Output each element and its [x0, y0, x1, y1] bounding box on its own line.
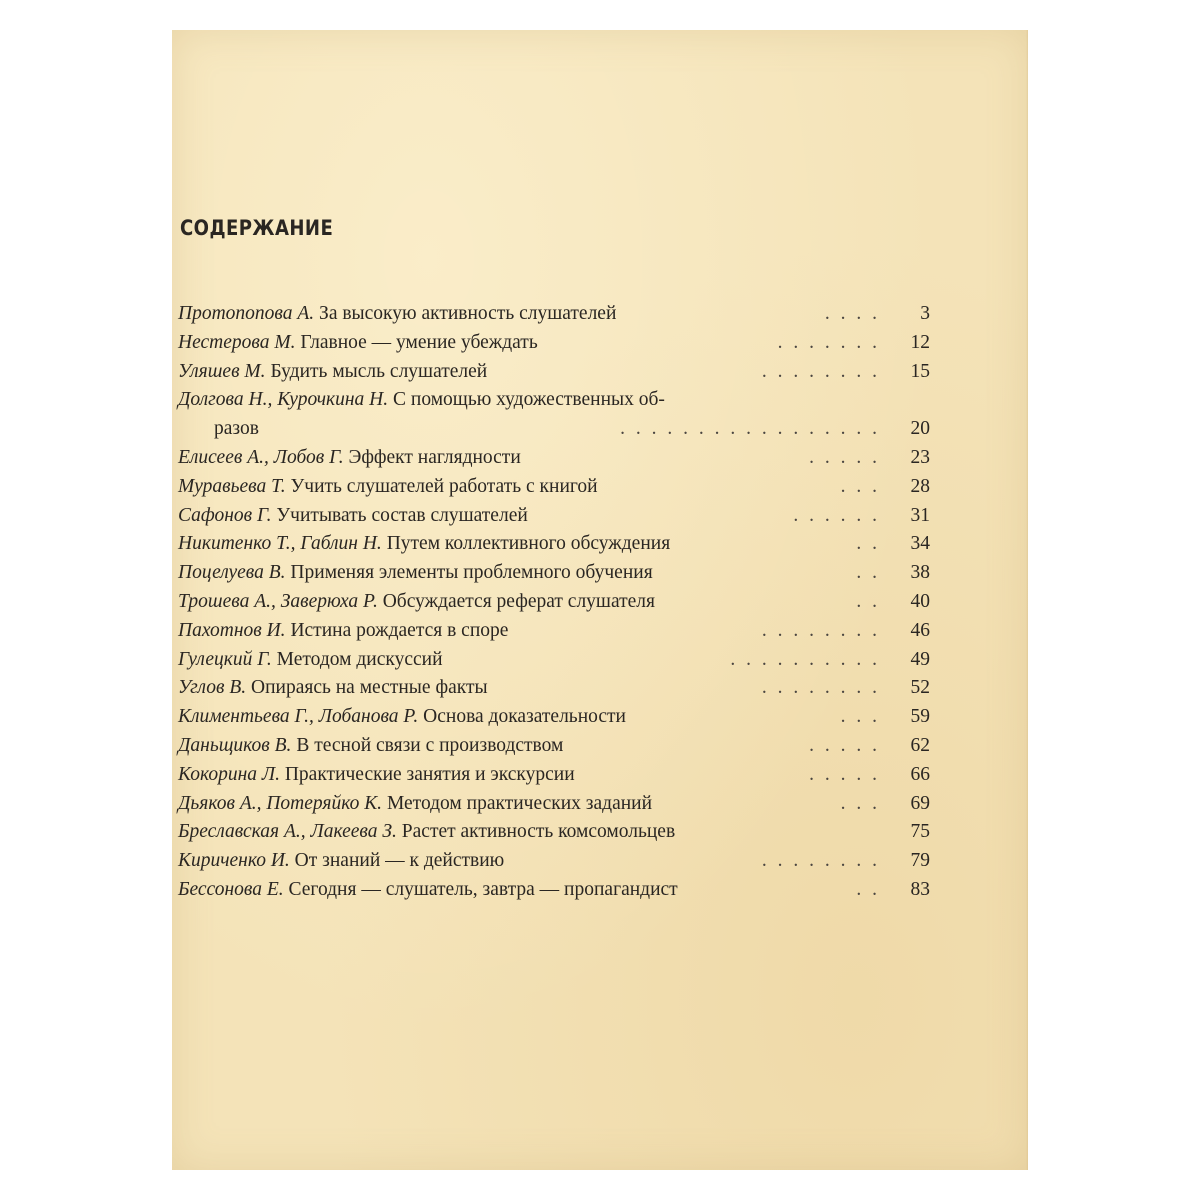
toc-entry — [178, 761, 930, 790]
toc-entry — [178, 386, 930, 415]
toc-author: Климентьева Г., Лобанова Р. — [178, 706, 419, 728]
toc-entry — [178, 790, 930, 819]
toc-entry — [178, 300, 930, 329]
toc-author: Сафонов Г. — [178, 504, 272, 526]
toc-title: Эффект наглядности — [348, 446, 521, 468]
toc-leader-dots: . . . — [840, 792, 880, 814]
toc-entry — [178, 646, 930, 675]
toc-title: Сегодня — слушатель, завтра — пропагандист — [288, 878, 678, 900]
toc-entry — [178, 329, 930, 358]
toc-page-number: 75 — [910, 821, 930, 843]
toc-entry — [178, 473, 930, 502]
toc-leader-dots: . . . . . — [809, 446, 880, 468]
toc-title: Путем коллективного обсуждения — [386, 533, 671, 555]
toc-title: Практические занятия и экскурсии — [284, 763, 575, 785]
toc-title: Учить слушателей работать с книгой — [290, 475, 598, 497]
toc-page-number: 66 — [910, 763, 930, 785]
toc-leader-dots: . . . . . . . . . . . . . . . . . — [620, 418, 880, 440]
toc-leader-dots: . . . . . . . . — [761, 360, 880, 382]
toc-page-number: 59 — [910, 706, 930, 728]
toc-leader-dots: . . . — [840, 475, 880, 497]
toc-title: Истина рождается в споре — [290, 619, 509, 641]
toc-author: Муравьева Т. — [178, 475, 286, 497]
toc-author: Уляшев М. — [178, 360, 266, 382]
toc-page-number: 20 — [910, 418, 930, 440]
toc-page-number: 34 — [910, 533, 930, 555]
toc-title: Методом дискуссий — [276, 648, 443, 670]
toc-author: Даньщиков В. — [178, 734, 292, 756]
toc-author: Углов В. — [178, 677, 247, 699]
toc-title: Опираясь на местные факты — [251, 677, 488, 699]
toc-leader-dots: . . . . — [824, 303, 880, 324]
toc-author: Нестерова М. — [178, 331, 296, 353]
toc-leader-dots: . . — [856, 562, 880, 584]
toc-page-number: 49 — [910, 648, 930, 670]
toc-page-number: 12 — [910, 331, 930, 353]
toc-page-number: 38 — [910, 562, 930, 584]
toc-title: Основа доказательности — [423, 706, 626, 728]
toc-author: Дьяков А., Потеряйко К. — [178, 792, 383, 814]
toc-author: Поцелуева В. — [178, 562, 286, 584]
table-of-contents — [178, 300, 930, 905]
toc-page-number: 79 — [910, 850, 930, 872]
toc-page-number: 28 — [910, 475, 930, 497]
toc-leader-dots: . . . . . . . . — [761, 677, 880, 699]
toc-entry — [178, 588, 930, 617]
toc-leader-dots: . . — [856, 533, 880, 555]
toc-author: Бреславская А., Лакеева З. — [178, 821, 397, 843]
toc-page-number: 31 — [910, 504, 930, 526]
toc-entry — [178, 530, 930, 559]
toc-entry — [178, 703, 930, 732]
toc-page-number: 69 — [910, 792, 930, 814]
toc-title: Будить мысль слушателей — [270, 360, 488, 382]
toc-entry-continuation — [178, 415, 930, 444]
page-edge-shadow — [1026, 30, 1028, 1170]
toc-page-number: 15 — [910, 360, 930, 382]
toc-author: Протопопова А. — [178, 303, 315, 324]
toc-leader-dots: . . — [856, 878, 880, 900]
toc-author: Трошева А., Заверюха Р. — [178, 590, 378, 612]
toc-leader-dots: . . — [856, 590, 880, 612]
toc-entry — [178, 876, 930, 905]
toc-author: Гулецкий Г. — [178, 648, 272, 670]
toc-page-number: 23 — [910, 446, 930, 468]
toc-entry — [178, 818, 930, 847]
toc-entry — [178, 444, 930, 473]
toc-leader-dots: . . . . . . . — [777, 331, 880, 353]
toc-page-number: 83 — [910, 878, 930, 900]
toc-entry — [178, 847, 930, 876]
toc-entry — [178, 559, 930, 588]
toc-title: Методом практических заданий — [386, 792, 653, 814]
toc-title: С помощью художественных об- — [393, 389, 665, 411]
toc-title: Применяя элементы проблемного обучения — [290, 562, 653, 584]
toc-title: От знаний — к действию — [294, 850, 505, 872]
toc-page-number: 3 — [920, 303, 930, 324]
contents-heading: СОДЕРЖАНИЕ — [180, 216, 334, 240]
toc-page-number: 52 — [910, 677, 930, 699]
toc-author: Кириченко И. — [178, 850, 290, 872]
toc-title: За высокую активность слушателей — [319, 303, 617, 324]
toc-leader-dots: . . . . . . . . . . — [730, 648, 880, 670]
toc-entry — [178, 617, 930, 646]
toc-title: Главное — умение убеждать — [300, 331, 538, 353]
toc-page-number: 62 — [910, 734, 930, 756]
toc-author: Долгова Н., Курочкина Н. — [178, 389, 389, 411]
toc-leader-dots: . . . . . . . . — [761, 850, 880, 872]
toc-entry — [178, 358, 930, 387]
book-page — [172, 30, 1028, 1170]
toc-leader-dots: . . . . . — [809, 734, 880, 756]
toc-entry — [178, 674, 930, 703]
toc-title: В тесной связи с производством — [296, 734, 564, 756]
toc-author: Пахотнов И. — [178, 619, 286, 641]
toc-entry — [178, 732, 930, 761]
toc-author: Никитенко Т., Габлин Н. — [178, 533, 382, 555]
toc-leader-dots: . . . . . . . . — [761, 619, 880, 641]
toc-page-number: 40 — [910, 590, 930, 612]
toc-title: Растет активность комсомольцев — [401, 821, 676, 843]
toc-author: Бессонова Е. — [178, 878, 284, 900]
toc-title: Учитывать состав слушателей — [276, 504, 528, 526]
toc-author: Елисеев А., Лобов Г. — [178, 446, 344, 468]
toc-title: разов — [214, 418, 259, 440]
toc-leader-dots: . . . . . . — [793, 504, 880, 526]
toc-title: Обсуждается реферат слушателя — [382, 590, 655, 612]
toc-entry — [178, 502, 930, 531]
toc-leader-dots: . . . . . — [809, 763, 880, 785]
toc-page-number: 46 — [910, 619, 930, 641]
toc-leader-dots: . . . — [840, 706, 880, 728]
toc-author: Кокорина Л. — [178, 763, 280, 785]
